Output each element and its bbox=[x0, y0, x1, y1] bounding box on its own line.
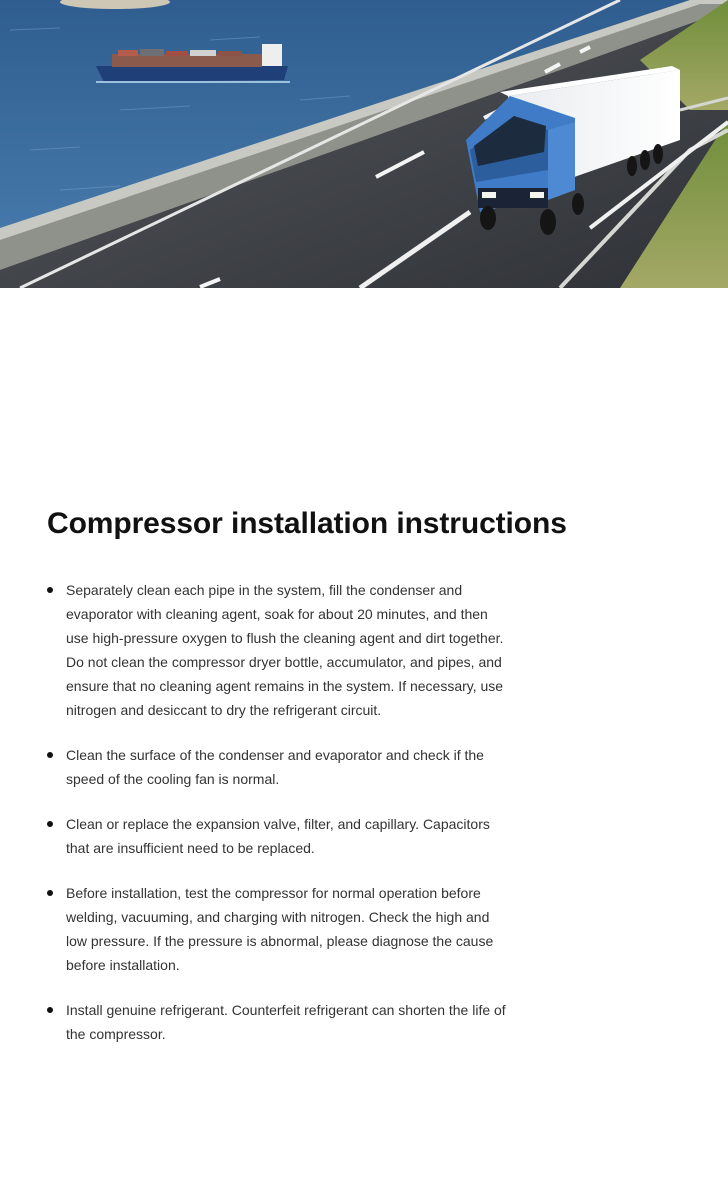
highway-truck-ship-image bbox=[0, 0, 728, 288]
bullet-icon bbox=[47, 752, 53, 758]
list-item-text: Separately clean each pipe in the system, fill the condenser and evaporator with cleaning agent, soak for about 20 minutes, and then use high-pressure oxygen to flush the cleaning agent and dirt together. Do not clean the compressor dryer bottle, accumulator, and pipes, and ensure that no cleaning agent remains in the system. If necessary, use nitrogen and desiccant to dry the refrigerant circuit. bbox=[66, 582, 504, 718]
list-item bbox=[47, 578, 507, 722]
list-item bbox=[47, 998, 507, 1046]
bullet-icon bbox=[47, 1007, 53, 1013]
bullet-icon bbox=[47, 587, 53, 593]
list-item-text: Clean or replace the expansion valve, filter, and capillary. Capacitors that are insufficient need to be replaced. bbox=[66, 816, 490, 856]
hero-banner bbox=[0, 0, 728, 288]
main-content bbox=[47, 505, 697, 1042]
list-item-text: Install genuine refrigerant. Counterfeit refrigerant can shorten the life of the compressor. bbox=[66, 1002, 506, 1042]
list-item-text: Clean the surface of the condenser and evaporator and check if the speed of the cooling fan is normal. bbox=[66, 747, 484, 787]
bullet-icon bbox=[47, 890, 53, 896]
bullet-icon bbox=[47, 821, 53, 827]
list-item bbox=[47, 743, 507, 791]
list-item bbox=[47, 881, 507, 977]
instruction-list bbox=[47, 578, 507, 1046]
list-item bbox=[47, 812, 507, 860]
list-item-text: Before installation, test the compressor for normal operation before welding, vacuuming, and charging with nitrogen. Check the high and low pressure. If the pressure is abnormal, please diagnose the cause before installation. bbox=[66, 885, 494, 973]
page-title: Compressor installation instructions bbox=[47, 507, 567, 540]
